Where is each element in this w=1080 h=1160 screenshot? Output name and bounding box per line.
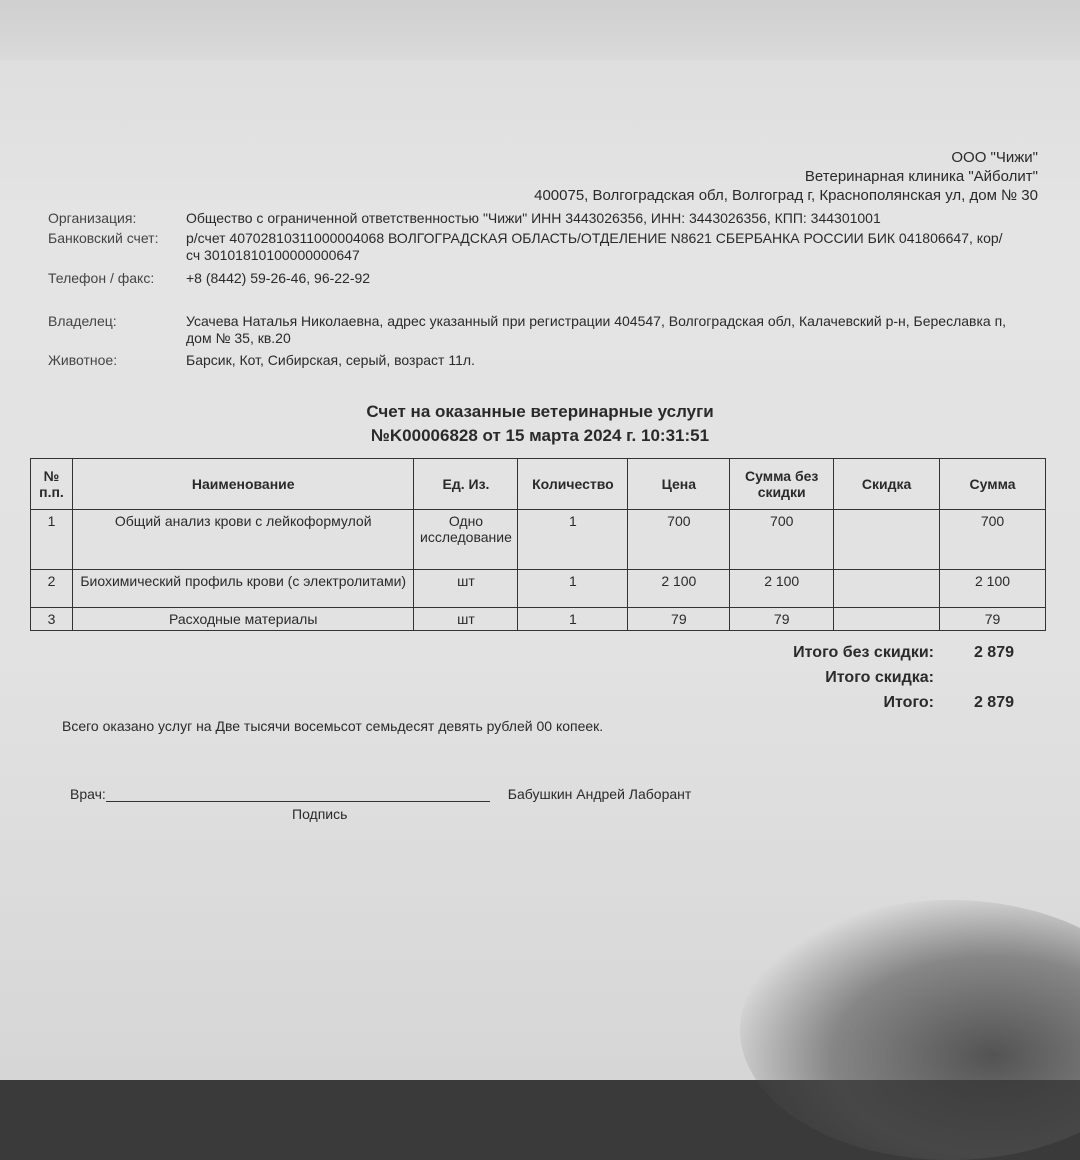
table-row xyxy=(31,608,1046,631)
total-value: 2 879 xyxy=(973,693,1014,711)
info-owner xyxy=(48,313,1016,347)
total-discount-label: Итого скидка: xyxy=(825,668,934,686)
clinic-name: Ветеринарная клиника "Айболит" xyxy=(804,168,1038,185)
cell-discount xyxy=(834,608,940,631)
total-row xyxy=(793,690,1014,715)
cell-unit: шт xyxy=(414,570,518,608)
invoice-number-line: №K00006828 от 15 марта 2024 г. 10:31:51 xyxy=(370,426,710,445)
cell-unit: шт xyxy=(414,608,518,631)
cell-sum-no-discount: 2 100 xyxy=(730,570,834,608)
table-row xyxy=(31,570,1046,608)
col-header-sum: Сумма xyxy=(940,459,1046,510)
col-header-unit: Ед. Из. xyxy=(414,459,518,510)
col-header-num: № п.п. xyxy=(31,459,73,510)
cell-price: 700 xyxy=(628,510,730,570)
company-address: 400075, Волгоградская обл, Волгоград г, Краснополянская ул, дом № 30 xyxy=(534,187,1038,204)
total-no-discount-label: Итого без скидки: xyxy=(793,643,934,661)
info-bank-account xyxy=(48,230,1016,264)
doctor-name: Бабушкин Андрей Лаборант xyxy=(507,786,692,802)
info-value: Общество с ограниченной ответственностью "Чижи" ИНН 3443026356, ИНН: 3443026356, КПП: 344301001 xyxy=(186,210,881,226)
cell-qty: 1 xyxy=(518,570,628,608)
invoice-title-line: Счет на оказанные ветеринарные услуги xyxy=(366,402,714,421)
info-animal xyxy=(48,352,1016,369)
info-label: Владелец: xyxy=(48,313,117,329)
doctor-label: Врач: xyxy=(70,786,106,802)
cell-qty: 1 xyxy=(518,608,628,631)
cell-sum: 700 xyxy=(940,510,1046,570)
total-label: Итого: xyxy=(883,693,934,711)
table-header-row xyxy=(31,459,1046,510)
total-no-discount-value: 2 879 xyxy=(973,643,1014,661)
info-value: Барсик, Кот, Сибирская, серый, возраст 11л. xyxy=(186,352,475,368)
cell-price: 79 xyxy=(628,608,730,631)
cell-name: Общий анализ крови с лейкоформулой xyxy=(72,510,414,570)
info-label: Банковский счет: xyxy=(48,230,159,246)
company-name: ООО "Чижи" xyxy=(951,149,1038,166)
cell-discount xyxy=(834,510,940,570)
company-header xyxy=(534,148,1038,205)
cell-sum: 2 100 xyxy=(940,570,1046,608)
signature-line xyxy=(106,786,490,802)
info-value: р/счет 40702810311000004068 ВОЛГОГРАДСКАЯ ОБЛАСТЬ/ОТДЕЛЕНИЕ N8621 СБЕРБАНКА РОССИИ БИК 041806647, кор/сч 30101810100000000647 xyxy=(186,230,1003,263)
col-header-discount: Скидка xyxy=(834,459,940,510)
col-header-name: Наименование xyxy=(72,459,414,510)
info-organization xyxy=(48,210,1016,227)
cell-unit: Одно исследование xyxy=(414,510,518,570)
cell-discount xyxy=(834,570,940,608)
cell-sum-no-discount: 79 xyxy=(730,608,834,631)
cell-qty: 1 xyxy=(518,510,628,570)
info-phone xyxy=(48,270,1016,287)
cell-num: 3 xyxy=(31,608,73,631)
col-header-price: Цена xyxy=(628,459,730,510)
amount-in-words: Всего оказано услуг на Две тысячи восемьсот семьдесят девять рублей 00 копеек. xyxy=(62,718,604,734)
info-value: +8 (8442) 59-26-46, 96-22-92 xyxy=(186,270,371,286)
cell-sum: 79 xyxy=(940,608,1046,631)
cell-name: Биохимический профиль крови (с электролитами) xyxy=(72,570,414,608)
signature-caption: Подпись xyxy=(292,806,348,822)
signature-row xyxy=(70,786,691,802)
info-label: Организация: xyxy=(48,210,137,226)
cell-price: 2 100 xyxy=(628,570,730,608)
cell-num: 1 xyxy=(31,510,73,570)
info-label: Телефон / факс: xyxy=(48,270,155,286)
col-header-qty: Количество xyxy=(518,459,628,510)
total-no-discount-row xyxy=(793,640,1014,665)
info-label: Животное: xyxy=(48,352,118,368)
invoice-title xyxy=(0,400,1080,448)
total-discount-row xyxy=(793,665,1014,690)
cell-sum-no-discount: 700 xyxy=(730,510,834,570)
cell-name: Расходные материалы xyxy=(72,608,414,631)
table-row xyxy=(31,510,1046,570)
totals-block xyxy=(793,640,1014,715)
info-value: Усачева Наталья Николаевна, адрес указанный при регистрации 404547, Волгоградская обл, Калачевский р-н, Береславка п, дом № 35, кв.20 xyxy=(186,313,1007,346)
services-table xyxy=(30,458,1046,631)
col-header-sum-no-discount: Сумма без скидки xyxy=(730,459,834,510)
cell-num: 2 xyxy=(31,570,73,608)
